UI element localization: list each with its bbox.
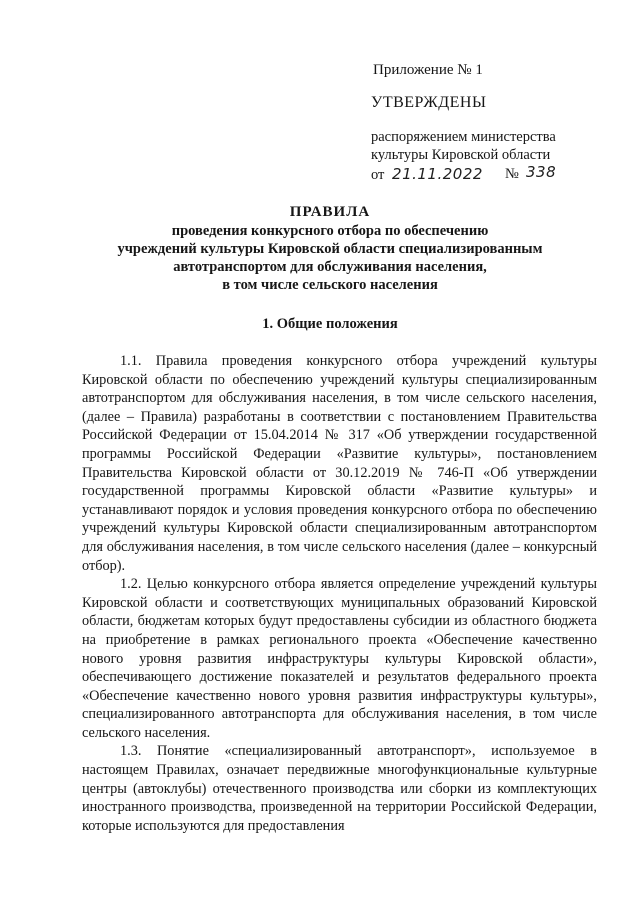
- date-prefix: от: [371, 167, 385, 183]
- section-heading: 1. Общие положения: [262, 316, 398, 332]
- order-line-2: культуры Кировской области: [371, 147, 551, 163]
- number-prefix: №: [505, 166, 519, 182]
- title-line-3: автотранспортом для обслуживания населения,: [173, 259, 487, 275]
- handwritten-date: 21.11.2022: [392, 165, 483, 183]
- order-date-line: [371, 164, 621, 186]
- appendix-label: Приложение № 1: [373, 62, 483, 78]
- handwritten-number: 338: [526, 163, 557, 181]
- document-title: [60, 203, 600, 294]
- order-line-1: распоряжением министерства: [371, 129, 556, 145]
- approved-label: УТВЕРЖДЕНЫ: [371, 94, 487, 111]
- paragraph-1-3: 1.3. Понятие «специализированный автотранспорт», используемое в настоящем Правилах, означает передвижные многофункциональные культурные центры (автоклубы) отечественного производства или сборки из комплектующих иностранного производства, произведенной на территории Российской Федерации, которые используются для предоставления: [82, 743, 597, 834]
- title-line-1: проведения конкурсного отбора по обеспечению: [171, 223, 489, 239]
- section-body: [82, 352, 597, 835]
- approval-header: [371, 61, 621, 186]
- title-line-2: учреждений культуры Кировской области специализированным: [117, 241, 543, 257]
- title-line-4: в том числе сельского населения: [222, 277, 438, 293]
- paragraph-1-2: 1.2. Целью конкурсного отбора является определение учреждений культуры Кировской области и соответствующих муниципальных образований Кировской области, бюджетам которых будут предоставлены субсидии из областного бюджета на приобретение в рамках регионального проекта «Обеспечение качественно нового уровня развития инфраструктуры культуры Кировской области», обеспечивающего достижение показателей и результатов федерального проекта «Обеспечение качественно нового уровня развития инфраструктуры культуры», специализированного автотранспорта для обслуживания населения, в том числе сельского населения.: [82, 576, 597, 741]
- paragraph-1-1: 1.1. Правила проведения конкурсного отбора учреждений культуры Кировской области по обеспечению учреждений культуры специализированным автотранспортом для обслуживания населения, в том числе сельского населения, (далее – Правила) разработаны в соответствии с постановлением Правительства Российской Федерации от 15.04.2014 № 317 «Об утверждении государственной программы Российской Федерации «Развитие культуры», постановлением Правительства Кировской области от 30.12.2019 № 746-П «Об утверждении государственной программы Кировской области «Развитие культуры» и устанавливают порядок и условия проведения конкурсного отбора по обеспечению учреждений культуры Кировской области специализированным автотранспортом для обслуживания населения, в том числе сельского населения (далее – конкурсный отбор).: [82, 353, 597, 574]
- title-main: ПРАВИЛА: [289, 204, 371, 220]
